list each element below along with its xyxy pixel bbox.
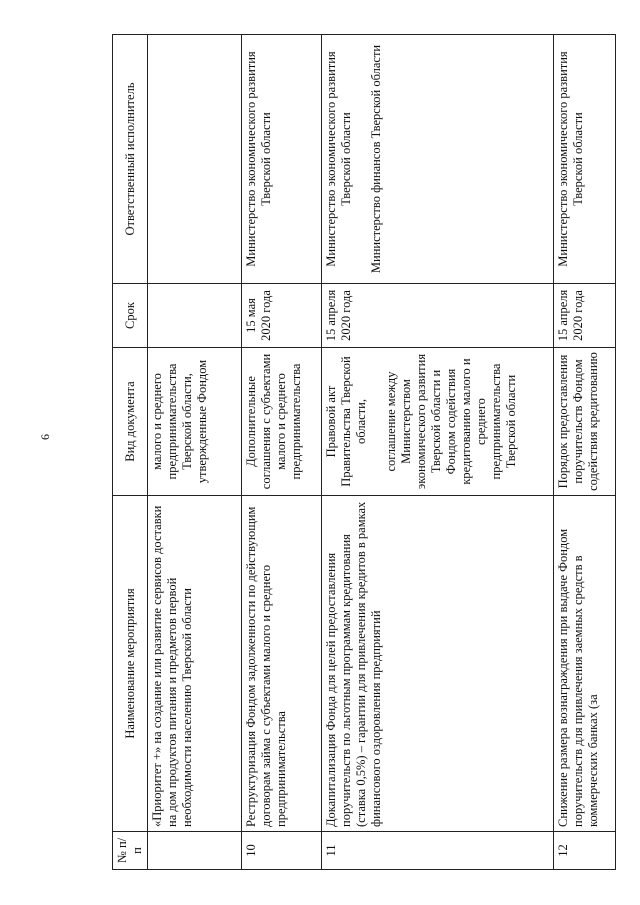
table-row: [148, 35, 242, 870]
row-resp: [242, 35, 322, 284]
row-resp-line: Министерство экономического развития Тверской области: [324, 51, 353, 267]
row-resp: [322, 35, 554, 284]
row-term: 15 мая 2020 года: [242, 284, 322, 348]
header-row: [113, 35, 148, 870]
row-name: Реструктуризация Фондом задолженности по действующим договорам займа с субъектами малого и среднего предпринимательства: [242, 496, 322, 832]
row-resp: [148, 35, 242, 284]
row-resp: [554, 35, 616, 284]
row-doc: [554, 348, 616, 496]
row-term: 15 апреля 2020 года: [322, 284, 554, 348]
row-resp-gap: [354, 39, 369, 279]
row-doc-line: Порядок предоставления поручительств Фондом содействия кредитованию: [556, 352, 600, 491]
row-doc: [322, 348, 554, 496]
row-resp-line: Министерство экономического развития Тверской области: [556, 51, 585, 267]
row-name: «Приоритет +» на создание или развитие сервисов доставки на дом продуктов питания и предметов первой необходимости населению Тверской области: [148, 496, 242, 832]
row-doc-line: Правовой акт Правительства Тверской области,: [324, 356, 368, 487]
row-doc-gap: [369, 352, 384, 491]
row-resp-line: Министерство экономического развития Тверской области: [244, 51, 273, 267]
measures-table: [112, 34, 616, 870]
header-num: № п/п: [113, 832, 148, 870]
row-num: 11: [322, 832, 554, 870]
page-number: 6: [38, 434, 52, 440]
row-num: 10: [242, 832, 322, 870]
row-doc: [242, 348, 322, 496]
row-doc-line: соглашение между Министерством экономического развития Тверской области и Фондом содействия кредитованию малого и среднего предпринимательства Тверской области: [384, 353, 518, 490]
rotated-table-container: [112, 35, 600, 870]
row-num: [148, 832, 242, 870]
header-doc: Вид документа: [113, 348, 148, 496]
table-row: [322, 35, 554, 870]
row-name: Докапитализация Фонда для целей предоставления поручительств по льготным программам кредитования (ставка 0,5%) – гарантии для привлечения кредитов в рамках финансового оздоровления предприятий: [322, 496, 554, 832]
row-num: 12: [554, 832, 616, 870]
header-name: Наименование мероприятия: [113, 496, 148, 832]
row-doc: [148, 348, 242, 496]
table-row: [242, 35, 322, 870]
row-doc-line: малого и среднего предпринимательства Тверской области, утвержденные Фондом: [150, 359, 209, 484]
row-resp-line: Министерство финансов Тверской области: [369, 44, 383, 274]
header-term: Срок: [113, 284, 148, 348]
table-row: [554, 35, 616, 870]
row-term: 15 апреля 2020 года: [554, 284, 616, 348]
row-name: Снижение размера вознаграждения при выдаче Фондом поручительств для привлечения заемных средств в коммерческих банках (за: [554, 496, 616, 832]
header-resp: Ответственный исполнитель: [113, 35, 148, 284]
row-term: [148, 284, 242, 348]
row-doc-line: Дополнительные соглашения с субъектами малого и среднего предпринимательства: [244, 353, 303, 490]
